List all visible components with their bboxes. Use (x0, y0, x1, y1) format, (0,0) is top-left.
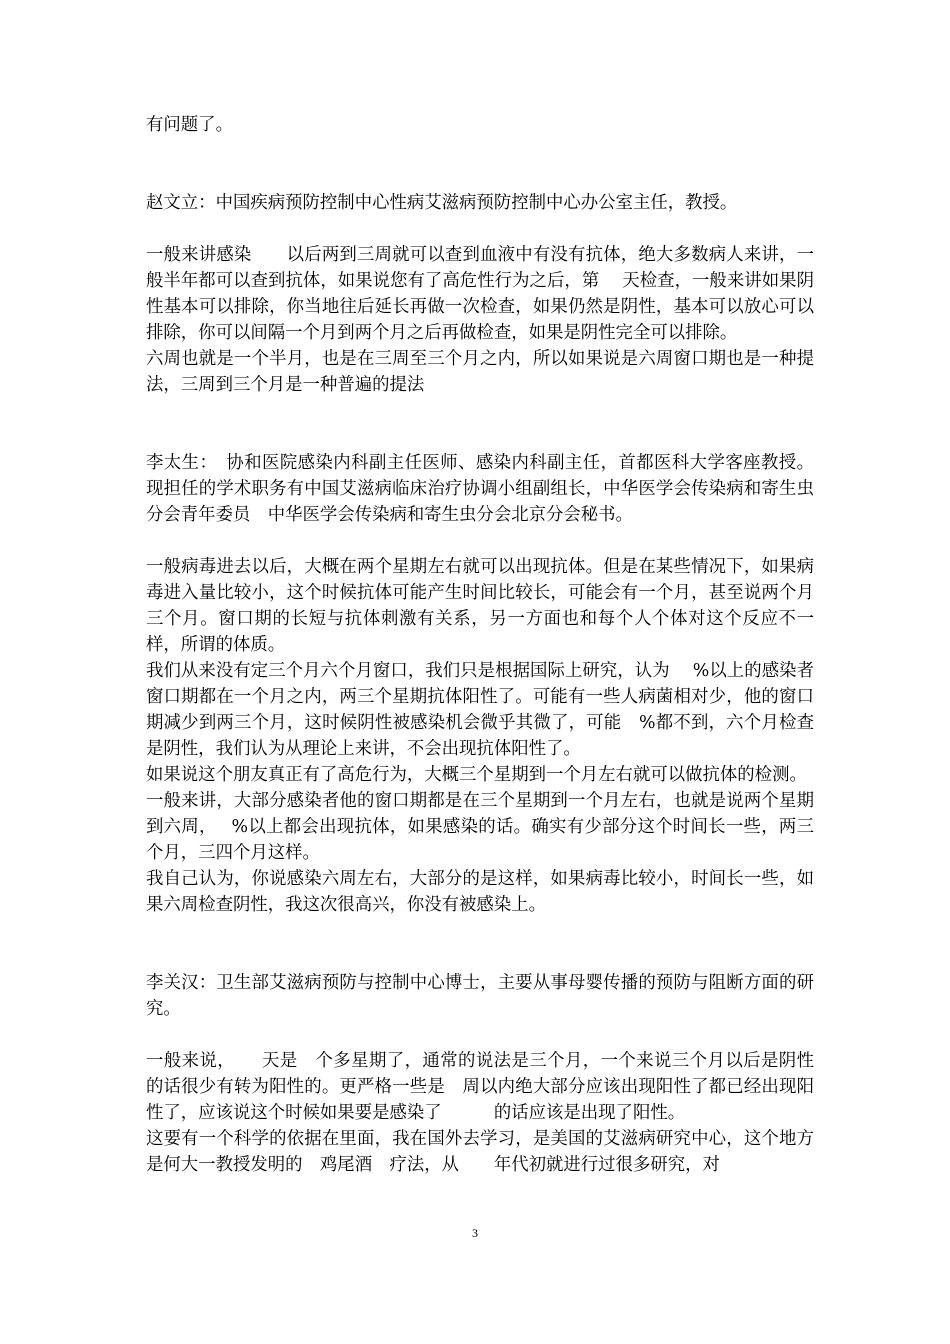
spacer (146, 1022, 814, 1048)
paragraph: 有问题了。 (146, 115, 233, 135)
paragraph: 我自己认为，你说感染六周左右，大部分的是这样，如果病毒比较小，时间长一些，如果六周检查阴性，我这次很高兴，你没有被感染上。 (146, 869, 814, 915)
paragraph: 一般来讲感染 以后两到三周就可以查到血液中有没有抗体，绝大多数病人来讲，一般半年都可以查到抗体，如果说您有了高危性行为之后，第 天检查，一般来讲如果阴性基本可以排除，你当地往后延长再做一次检查，如果仍然是阴性，基本可以放心可以排除，你可以间隔一个月到两个月之后再做检查，如果是阴性完全可以排除。 (146, 245, 814, 343)
document-body (146, 112, 814, 1178)
spacer (146, 398, 814, 450)
spacer (146, 528, 814, 554)
paragraph: 如果说这个朋友真正有了高危行为，大概三个星期到一个月左右就可以做抗体的检测。 (146, 765, 807, 785)
paragraph: 一般来讲，大部分感染者他的窗口期都是在三个星期到一个月左右，也就是说两个星期到六周， %以上都会出现抗体，如果感染的话。确实有少部分这个时间长一些，两三个月，三四个月这样。 (146, 791, 814, 863)
paragraph: 六周也就是一个半月，也是在三周至三个月之内，所以如果说是六周窗口期也是一种提法，三周到三个月是一种普遍的提法 (146, 349, 814, 395)
speaker-intro-li-guanhan: 李关汉：卫生部艾滋病预防与控制中心博士，主要从事母婴传播的预防与阻断方面的研究。 (146, 973, 814, 1019)
paragraph: 我们从来没有定三个月六个月窗口，我们只是根据国际上研究，认为 %以上的感染者窗口期都在一个月之内，两三个星期抗体阳性了。可能有一些人病菌相对少，他的窗口期减少到两三个月，这时候阴性被感染机会微乎其微了，可能 %都不到，六个月检查是阴性，我们认为从理论上来讲，不会出现抗体阳性了。 (146, 661, 814, 759)
paragraph: 一般来说， 天是 个多星期了，通常的说法是三个月，一个来说三个月以后是阴性的话很少有转为阳性的。更严格一些是 周以内绝大部分应该出现阳性了都已经出现阳性了，应该说这个时候如果要是感染了 的话应该是出现了阳性。 (146, 1051, 814, 1123)
spacer (146, 216, 814, 242)
paragraph: 这要有一个科学的依据在里面，我在国外去学习，是美国的艾滋病研究中心，这个地方是何大一教授发明的 鸡尾酒 疗法，从 年代初就进行过很多研究，对 (146, 1129, 814, 1175)
paragraph: 一般病毒进去以后，大概在两个星期左右就可以出现抗体。但是在某些情况下，如果病毒进入量比较小，这个时候抗体可能产生时间比较长，可能会有一个月，甚至说两个月三个月。窗口期的长短与抗体刺激有关系，另一方面也和每个人个体对这个反应不一样，所谓的体质。 (146, 557, 814, 655)
page-number: 3 (472, 1226, 478, 1240)
spacer (146, 918, 814, 970)
spacer (146, 138, 814, 190)
speaker-intro-li-taisheng: 李太生： 协和医院感染内科副主任医师、感染内科副主任，首都医科大学客座教授。现担任的学术职务有中国艾滋病临床治疗协调小组副组长，中华医学会传染病和寄生虫分会青年委员 中华医学会传染病和寄生虫分会北京分会秘书。 (146, 453, 814, 525)
speaker-intro-zhao: 赵文立：中国疾病预防控制中心性病艾滋病预防控制中心办公室主任，教授。 (146, 193, 738, 213)
